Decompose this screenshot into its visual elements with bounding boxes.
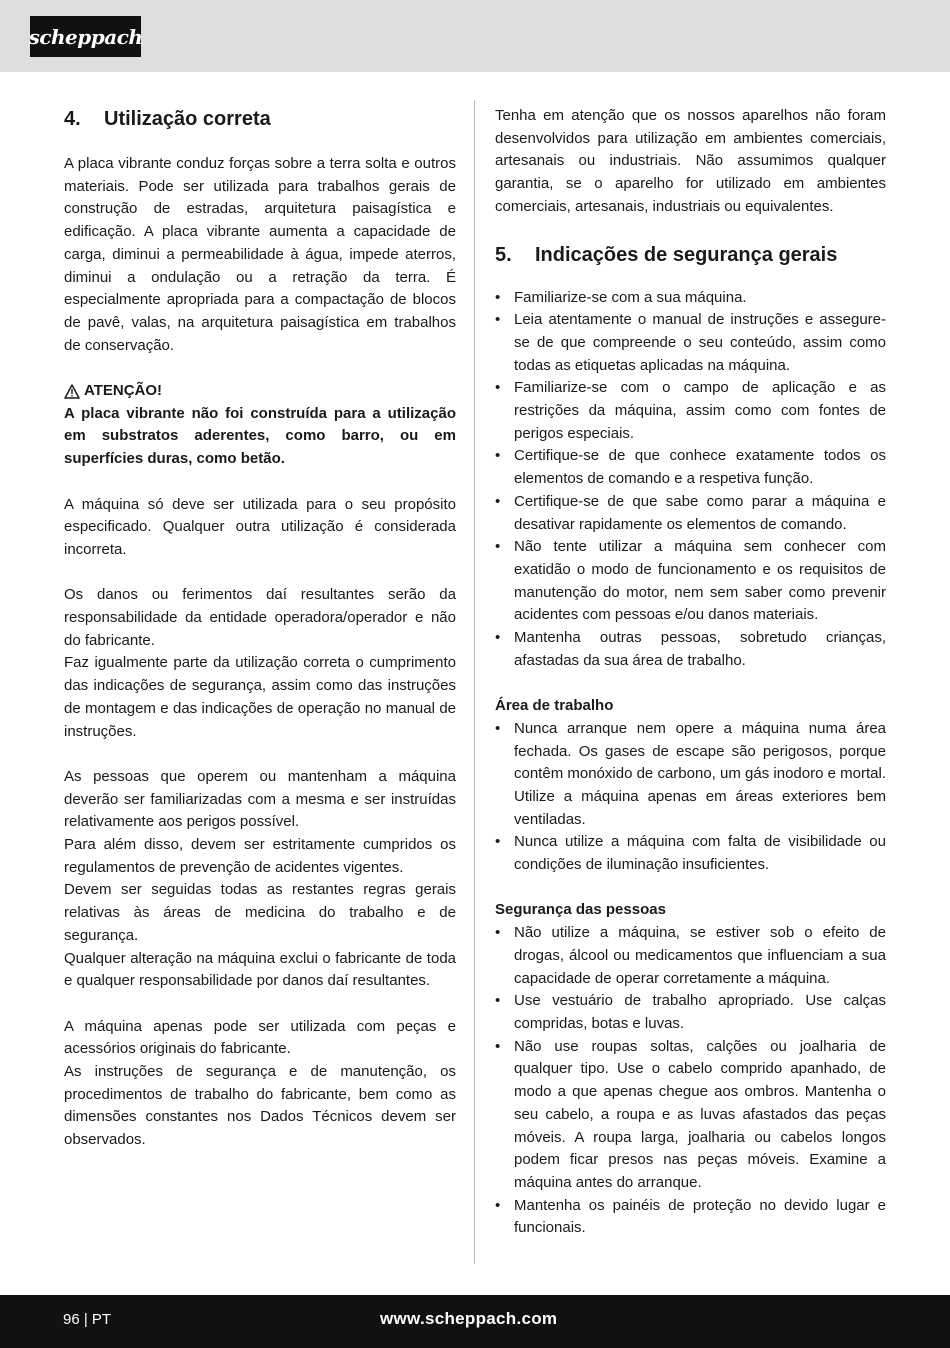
warning-title: ATENÇÃO!	[84, 382, 163, 400]
work-area-heading: Área de trabalho	[495, 697, 614, 715]
list-item: • Use vestuário de trabalho apropriado. Use calças compridas, botas e luvas.	[495, 992, 886, 1032]
list-item: • Nunca arranque nem opere a máquina numa área fechada. Os gases de escape são perigosos, porque contêm monóxido de carbono, um gás inodoro e mortal. Utilize a máquina apenas em áreas exteriores bem ventiladas.	[495, 719, 886, 828]
bullet: •	[495, 833, 501, 851]
bullet: •	[495, 288, 501, 306]
people-safety-list	[495, 922, 886, 1240]
list-item: • Familiarize-se com o campo de aplicação e as restrições da máquina, assim como com fontes de perigos especiais.	[495, 379, 886, 442]
section-5-heading	[495, 241, 886, 269]
people-safety-heading: Segurança das pessoas	[495, 901, 666, 919]
list-item: • Não tente utilizar a máquina sem conhecer com exatidão o modo de funcionamento e os requisitos de manutenção do motor, nem sem saber como prevenir acidentes com pessoas e/ou danos materiais.	[495, 538, 886, 624]
section-title: Utilização correta	[104, 108, 271, 130]
header-band	[0, 0, 950, 72]
list-item: • Não utilize a máquina, se estiver sob o efeito de drogas, álcool ou medicamentos que influenciam a sua capacidade de operar corretamente a máquina.	[495, 924, 886, 987]
paragraph: As instruções de segurança e de manutenção, os procedimentos de trabalho do fabricante, bem como as dimensões constantes nos Dados Técnicos devem ser observados.	[64, 1063, 456, 1149]
list-item: • Familiarize-se com a sua máquina.	[495, 287, 886, 310]
paragraph: A placa vibrante conduz forças sobre a terra solta e outros materiais. Pode ser utilizada para trabalhos gerais de construção de estradas, arquitetura paisagística e edificação. A placa vibrante aumenta a capacidade de carga, diminui a permeabilidade à água, impede aterros, diminui a ondulação ou a retração da terra. É especialmente apropriada para a compactação de blocos de pavê, valas, na arquitetura paisagística em trabalhos de conservação.	[64, 155, 456, 354]
page-number: 96 | PT	[63, 1311, 112, 1328]
list-item: • Nunca utilize a máquina com falta de visibilidade ou condições de iluminação insuficientes.	[495, 833, 886, 874]
list-item: • Certifique-se de que sabe como parar a máquina e desativar rapidamente os elementos de comando.	[495, 492, 886, 533]
paragraph: As pessoas que operem ou mantenham a máquina deverão ser familiarizadas com a mesma e ser instruídas relativamente aos perigos possível.	[64, 767, 456, 831]
bullet: •	[495, 1037, 501, 1055]
work-area-list	[495, 718, 886, 877]
left-column	[64, 105, 456, 1152]
paragraph: Faz igualmente parte da utilização correta o cumprimento das indicações de segurança, assim como das instruções de montagem e das indicações de operação no manual de instruções.	[64, 654, 456, 740]
bullet: •	[495, 924, 501, 942]
bullet: •	[495, 447, 501, 465]
bullet: •	[495, 1196, 501, 1214]
bullet: •	[495, 629, 501, 647]
paragraph: A máquina só deve ser utilizada para o seu propósito especificado. Qualquer outra utilização é considerada incorreta.	[64, 495, 456, 558]
bullet: •	[495, 719, 501, 737]
warning-text: A placa vibrante não foi construída para a utilização em substratos aderentes, como barro, ou em superfícies duras, como betão.	[64, 404, 456, 468]
general-safety-list	[495, 287, 886, 673]
paragraph: Qualquer alteração na máquina exclui o fabricante de toda e qualquer responsabilidade por danos daí resultantes.	[64, 949, 456, 990]
logo-text: scheppach	[28, 24, 143, 49]
paragraph: Devem ser seguidas todas as restantes regras gerais relativas às áreas de medicina do trabalho e de segurança.	[64, 881, 456, 944]
section-title: Indicações de segurança gerais	[535, 243, 838, 266]
column-divider	[474, 100, 475, 1264]
bullet: •	[495, 992, 501, 1010]
bullet: •	[495, 379, 501, 397]
list-item: • Mantenha outras pessoas, sobretudo crianças, afastadas da sua área de trabalho.	[495, 629, 886, 669]
bullet: •	[495, 311, 501, 329]
warning-heading	[64, 380, 456, 403]
list-item: • Leia atentamente o manual de instruções e assegure-se de que compreende o seu conteúdo, assim como todas as etiquetas aplicadas na máquina.	[495, 311, 886, 374]
brand-logo	[30, 16, 141, 57]
right-column	[495, 105, 886, 1240]
section-number: 4.	[64, 108, 81, 130]
warning-triangle-icon	[64, 384, 80, 399]
section-number: 5.	[495, 243, 512, 266]
paragraph: A máquina apenas pode ser utilizada com peças e acessórios originais do fabricante.	[64, 1017, 456, 1058]
list-item: • Não use roupas soltas, calções ou joalharia de qualquer tipo. Use o cabelo comprido apanhado, de modo a que apenas chegue aos ombros. Mantenha o seu cabelo, a roupa e as luvas afastados das peças móveis. A roupa larga, joalharia ou cabelos longos podem ficar presos nas peças móveis. Examine a máquina antes do arranque.	[495, 1037, 886, 1191]
paragraph: Tenha em atenção que os nossos aparelhos não foram desenvolvidos para utilização em ambientes comerciais, artesanais ou industriais. Não assumimos qualquer garantia, se o aparelho for utilizado em ambientes comerciais, artesanais, industriais ou equivalentes.	[495, 107, 886, 215]
section-4-heading	[64, 105, 456, 133]
list-item: • Certifique-se de que conhece exatamente todos os elementos de comando e a respetiva função.	[495, 447, 886, 488]
paragraph: Para além disso, devem ser estritamente cumpridos os regulamentos de prevenção de acidentes vigentes.	[64, 836, 456, 876]
paragraph: Os danos ou ferimentos daí resultantes serão da responsabilidade da entidade operadora/operador e não do fabricante.	[64, 586, 456, 649]
bullet: •	[495, 492, 501, 510]
website-link[interactable]: www.scheppach.com	[380, 1309, 558, 1328]
list-item: • Mantenha os painéis de proteção no devido lugar e funcionais.	[495, 1196, 886, 1237]
bullet: •	[495, 538, 501, 556]
